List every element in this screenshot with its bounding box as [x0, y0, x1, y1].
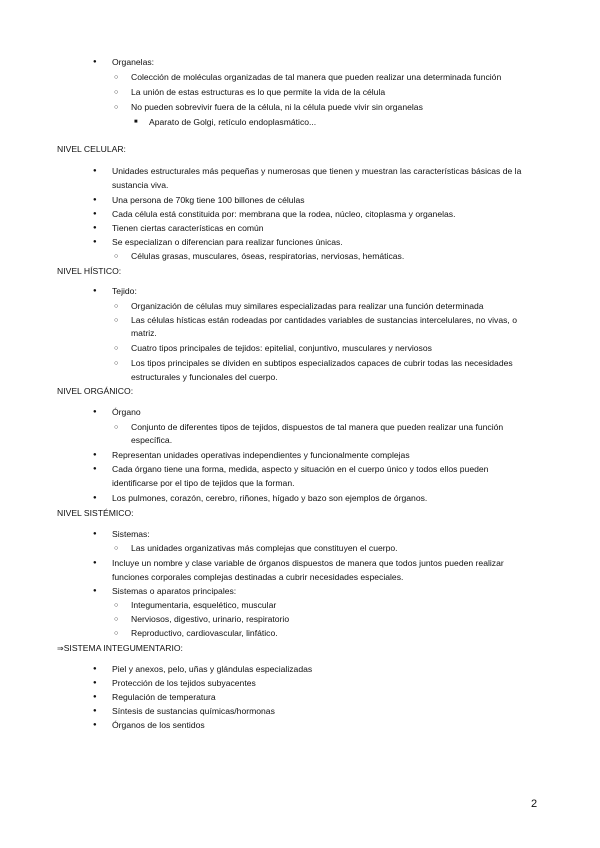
- organo-item-1: ○ Conjunto de diferentes tipos de tejidos, dispuestos de tal manera que pueden realizar una función: [131, 422, 503, 433]
- integumentario-item-4: ● Síntesis de sustancias químicas/hormonas: [112, 706, 275, 717]
- organelas-sub-item: ■ Aparato de Golgi, retículo endoplasmático...: [149, 117, 316, 128]
- celular-bullet-5: ● Se especializan o diferencian para realizar funciones únicas.: [112, 237, 343, 248]
- tejido-item-3: ○ Cuatro tipos principales de tejidos: epitelial, conjuntivo, musculares y nerviosos: [131, 343, 432, 354]
- heading-nivel-organico: NIVEL ORGÁNICO:: [57, 386, 134, 396]
- organo-item-1-cont: específica.: [131, 435, 173, 445]
- page-number: 2: [531, 798, 538, 810]
- heading-nivel-histico: NIVEL HÍSTICO:: [57, 266, 122, 276]
- sistemas-sub-1: ○ Integumentaria, esquelético, muscular: [131, 600, 276, 611]
- organico-bullet-2: ● Representan unidades operativas independientes y funcionalmente complejas: [112, 450, 410, 461]
- organelas-item-2: ○ La unión de estas estructuras es lo que permite la vida de la célula: [131, 87, 385, 98]
- sistemas-sub-3: ○ Reproductivo, cardiovascular, linfático.: [131, 628, 278, 639]
- bullet-organelas: ● Organelas:: [112, 57, 154, 68]
- celular-bullet-1: ● Unidades estructurales más pequeñas y numerosas que tienen y muestran las características básicas de la: [112, 166, 521, 177]
- heading-nivel-celular: NIVEL CELULAR:: [57, 144, 126, 154]
- integumentario-item-3: ● Regulación de temperatura: [112, 692, 216, 703]
- bullet-tejido: ● Tejido:: [112, 286, 137, 297]
- celular-bullet-1-cont: sustancia viva.: [112, 180, 169, 190]
- tejido-item-2: ○ Las células hísticas están rodeadas por cantidades variables de sustancias intercelulares, no vivas, o: [131, 315, 517, 326]
- sistemas-sub-2: ○ Nerviosos, digestivo, urinario, respiratorio: [131, 614, 289, 625]
- organelas-item-3: ○ No pueden sobrevivir fuera de la célula, ni la célula puede vivir sin organelas: [131, 102, 423, 113]
- celular-sub-item: ○ Células grasas, musculares, óseas, respiratorias, nerviosas, hemáticas.: [131, 251, 404, 262]
- celular-bullet-2: ● Una persona de 70kg tiene 100 billones de células: [112, 195, 305, 206]
- tejido-item-2-cont: matriz.: [131, 328, 157, 338]
- heading-sistema-integumentario: [57, 643, 183, 654]
- tejido-item-4-cont: estructurales y funcionales del cuerpo.: [131, 372, 278, 382]
- organico-bullet-3-cont: identificarse por el tipo de tejidos que la forman.: [112, 478, 295, 488]
- bullet-organo: ● Órgano: [112, 407, 141, 418]
- sistemico-bullet-2-cont: funciones corporales complejas destinadas a cubrir necesidades especiales.: [112, 572, 404, 582]
- organelas-item-1: ○ Colección de moléculas organizadas de tal manera que pueden realizar una determinada función: [131, 72, 501, 83]
- celular-bullet-3: ● Cada célula está constituida por: membrana que la rodea, núcleo, citoplasma y organelas.: [112, 209, 455, 220]
- tejido-item-4: ○ Los tipos principales se dividen en subtipos especializados capaces de cubrir todas las necesidades: [131, 358, 513, 369]
- sistemas-item-1: ○ Las unidades organizativas más complejas que constituyen el cuerpo.: [131, 543, 398, 554]
- integumentario-item-1: ● Piel y anexos, pelo, uñas y glándulas especializadas: [112, 664, 312, 675]
- celular-bullet-4: ● Tienen ciertas características en común: [112, 223, 264, 234]
- tejido-item-1: ○ Organización de células muy similares especializadas para realizar una función determinada: [131, 301, 484, 312]
- integumentario-item-2: ● Protección de los tejidos subyacentes: [112, 678, 256, 689]
- arrow-right-icon: ⇒: [57, 644, 64, 653]
- organico-bullet-3: ● Cada órgano tiene una forma, medida, aspecto y situación en el cuerpo único y todos ellos pueden: [112, 464, 488, 475]
- heading-text: SISTEMA INTEGUMENTARIO:: [63, 643, 183, 653]
- heading-nivel-sistemico: NIVEL SISTÉMICO:: [57, 508, 134, 518]
- sistemico-bullet-2: ● Incluye un nombre y clase variable de órganos dispuestos de manera que todos juntos pueden realizar: [112, 558, 504, 569]
- organico-bullet-4: ● Los pulmones, corazón, cerebro, riñones, hígado y bazo son ejemplos de órganos.: [112, 493, 427, 504]
- sistemico-bullet-3: ● Sistemas o aparatos principales:: [112, 586, 236, 597]
- integumentario-item-5: ● Órganos de los sentidos: [112, 720, 205, 731]
- bullet-sistemas: ● Sistemas:: [112, 529, 150, 540]
